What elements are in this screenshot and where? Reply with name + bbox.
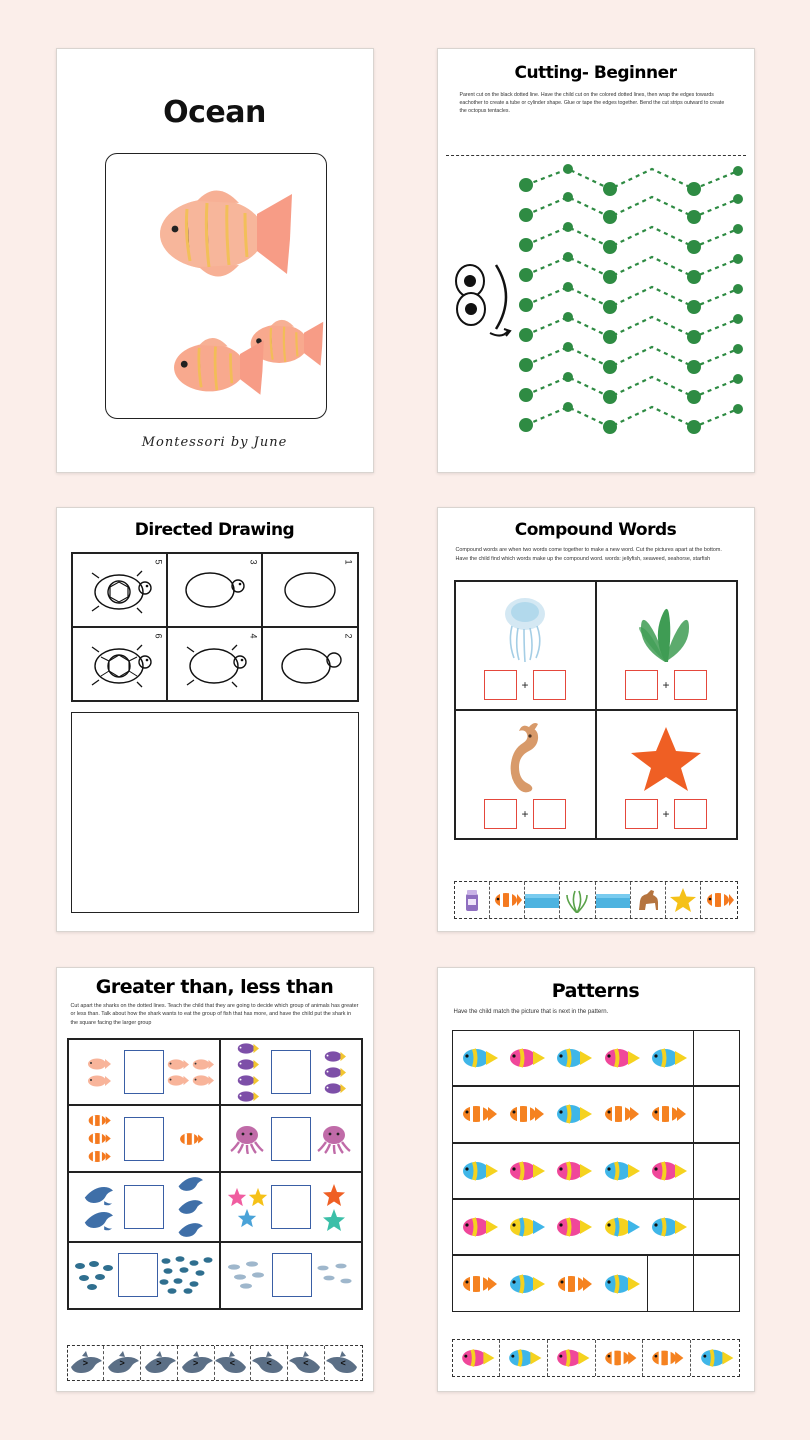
page-title: Ocean	[163, 95, 266, 131]
cover-illustration	[57, 49, 373, 472]
parent-cut-line	[446, 155, 746, 156]
sheet-cell-ocean	[28, 36, 401, 485]
cutting-practice-area	[438, 161, 754, 466]
shark-cut-strip	[67, 1345, 363, 1381]
comparison-grid	[67, 1038, 363, 1310]
worksheet-cutting-beginner[interactable]	[437, 48, 755, 473]
step-number: 1	[343, 559, 354, 565]
answer-slot[interactable]	[648, 1256, 694, 1310]
compound-cell-seaweed	[596, 581, 737, 710]
group-right	[311, 1183, 358, 1232]
shark-card-greater[interactable]	[178, 1346, 215, 1380]
strip-item-clownfish[interactable]	[596, 1340, 644, 1376]
pattern-row	[452, 1143, 740, 1199]
group-left	[224, 1124, 271, 1154]
pattern-row	[452, 1255, 740, 1311]
group-right	[164, 1057, 216, 1088]
strip-item-pink-fish[interactable]	[453, 1340, 501, 1376]
plus-symbol: +	[662, 806, 670, 821]
strip-item-clownfish[interactable]	[490, 882, 525, 918]
author-signature: Montessori by June	[141, 435, 288, 451]
pattern-sequence	[453, 1045, 693, 1071]
answer-box[interactable]	[271, 1117, 311, 1161]
comparison-symbol: >	[192, 1357, 199, 1368]
strip-item-blue-fish[interactable]	[500, 1340, 548, 1376]
starfish-image	[629, 721, 703, 793]
answer-box[interactable]	[484, 670, 517, 700]
sheet-cell-directed-drawing	[28, 495, 401, 944]
comparison-symbol: <	[303, 1357, 309, 1368]
compound-cell-seahorse	[455, 710, 596, 839]
answer-boxes	[484, 670, 565, 700]
answer-box[interactable]	[533, 670, 566, 700]
strip-item-horse[interactable]	[631, 882, 666, 918]
shark-card-greater[interactable]	[68, 1346, 105, 1380]
strip-item-yellow-star[interactable]	[666, 882, 701, 918]
plus-symbol: +	[521, 806, 529, 821]
group-right	[311, 1049, 358, 1096]
group-left	[72, 1056, 124, 1089]
compound-cell-jellyfish	[455, 581, 596, 710]
page-title: Cutting- Beginner	[514, 63, 677, 84]
comparison-cell	[68, 1105, 220, 1172]
answer-slot[interactable]	[694, 1256, 739, 1310]
shark-card-less[interactable]	[325, 1346, 362, 1380]
answer-slot[interactable]	[693, 1031, 739, 1085]
pattern-sequence	[453, 1271, 647, 1297]
comparison-cell	[220, 1242, 362, 1309]
strip-item-jelly-jar[interactable]	[455, 882, 490, 918]
comparison-cell	[220, 1039, 362, 1106]
jellyfish-image	[490, 592, 560, 664]
comparison-cell	[68, 1039, 220, 1106]
worksheet-greater-less-than[interactable]	[56, 967, 374, 1392]
answer-box[interactable]	[118, 1253, 158, 1297]
sheet-cell-cutting	[409, 36, 782, 485]
strip-item-sea-water[interactable]	[596, 882, 631, 918]
instructions-text: Parent cut on the black dotted line. Have the child cut on the colored dotted lines, then wrap the edges towards eachother to create a tube or cylinder shape. Glue or tape the edges together. Bend the cut strips outward to create the octopus tentacles.	[459, 92, 725, 115]
answer-box[interactable]	[674, 670, 707, 700]
worksheet-directed-drawing[interactable]	[56, 507, 374, 932]
answer-box[interactable]	[124, 1117, 164, 1161]
answer-box[interactable]	[271, 1050, 311, 1094]
seaweed-image	[631, 592, 701, 664]
instructions-text: Compound words are when two words come together to make a new word. Cut the pictures apart at the bottom. Have the child find which words make up the compound word. words: jellyfish, seaweed, seahorse, starfish	[455, 547, 722, 563]
answer-box[interactable]	[533, 799, 566, 829]
pattern-row	[452, 1030, 740, 1086]
group-left	[224, 1041, 271, 1104]
step-number: 2	[343, 633, 354, 639]
comparison-symbol: <	[266, 1357, 272, 1368]
group-left	[72, 1183, 124, 1232]
answer-slot-pair[interactable]	[647, 1256, 739, 1310]
group-left	[224, 1259, 272, 1291]
worksheet-ocean-cover[interactable]	[56, 48, 374, 473]
cut-apart-strip	[454, 881, 738, 919]
sheet-cell-compound-words	[409, 495, 782, 944]
compound-word-grid	[454, 580, 738, 840]
group-left	[72, 1112, 124, 1165]
answer-boxes	[484, 799, 565, 829]
shark-card-less[interactable]	[215, 1346, 252, 1380]
sheet-cell-patterns	[409, 955, 782, 1404]
step-number: 6	[153, 633, 164, 639]
step-box	[72, 553, 167, 627]
shark-card-less[interactable]	[251, 1346, 288, 1380]
seahorse-image	[499, 721, 551, 793]
page-title: Patterns	[551, 979, 640, 1002]
shark-card-less[interactable]	[288, 1346, 325, 1380]
comparison-symbol: >	[119, 1357, 125, 1368]
shark-card-greater[interactable]	[104, 1346, 141, 1380]
comparison-cell	[220, 1105, 362, 1172]
answer-box[interactable]	[484, 799, 517, 829]
group-right	[158, 1255, 216, 1295]
comparison-symbol: <	[229, 1357, 236, 1368]
shark-card-greater[interactable]	[141, 1346, 178, 1380]
comparison-symbol: <	[340, 1357, 346, 1368]
group-left	[224, 1187, 271, 1228]
answer-box[interactable]	[625, 670, 658, 700]
step-box	[167, 627, 262, 701]
step-box	[72, 627, 167, 701]
octopus-face	[456, 265, 510, 336]
comparison-symbol: >	[82, 1357, 89, 1368]
group-left	[72, 1258, 118, 1292]
instructions-text: Cut apart the sharks on the dotted lines. Teach the child that they are going to decide which group of animals has greater or less than. Talk about how the shark wants to eat the group of fish that has more, and have the child put the shark in the square facing the larger group	[70, 1002, 359, 1027]
answer-boxes	[625, 799, 706, 829]
sheet-cell-greater-less	[28, 955, 401, 1404]
worksheet-compound-words[interactable]	[437, 507, 755, 932]
answer-box[interactable]	[272, 1253, 312, 1297]
strip-item-clownfish[interactable]	[643, 1340, 691, 1376]
answer-box[interactable]	[124, 1050, 164, 1094]
strip-item-pink-fish[interactable]	[548, 1340, 596, 1376]
step-grid	[71, 552, 359, 702]
comparison-cell	[68, 1242, 220, 1309]
answer-box[interactable]	[674, 799, 707, 829]
plus-symbol: +	[521, 677, 529, 692]
pattern-grid	[452, 1030, 740, 1312]
comparison-cell	[220, 1172, 362, 1242]
pattern-sequence	[453, 1214, 693, 1240]
comparison-symbol: >	[156, 1357, 162, 1368]
instructions-text: Have the child match the picture that is next in the pattern.	[453, 1008, 609, 1015]
step-number: 4	[248, 633, 259, 639]
answer-boxes	[625, 670, 706, 700]
step-number: 3	[248, 559, 259, 565]
answer-slot[interactable]	[693, 1144, 739, 1198]
step-box	[262, 627, 357, 701]
answer-box[interactable]	[124, 1185, 164, 1229]
group-right	[164, 1130, 216, 1148]
drawing-practice-box[interactable]	[71, 712, 359, 913]
strip-item-sea-water[interactable]	[525, 882, 560, 918]
page-title: Compound Words	[514, 520, 677, 541]
answer-box[interactable]	[625, 799, 658, 829]
strip-item-grass-weed[interactable]	[560, 882, 595, 918]
step-box	[167, 553, 262, 627]
answer-box[interactable]	[271, 1185, 311, 1229]
answer-slot[interactable]	[693, 1200, 739, 1254]
plus-symbol: +	[662, 677, 670, 692]
page-title: Greater than, less than	[95, 975, 334, 998]
group-right	[164, 1173, 216, 1241]
step-box	[262, 553, 357, 627]
page-title: Directed Drawing	[134, 520, 295, 541]
step-number: 5	[153, 559, 164, 565]
answer-slot[interactable]	[693, 1087, 739, 1141]
pattern-sequence	[453, 1101, 693, 1127]
group-right	[311, 1124, 358, 1154]
pattern-sequence	[453, 1158, 693, 1184]
pattern-row	[452, 1199, 740, 1255]
compound-cell-starfish	[596, 710, 737, 839]
group-right	[312, 1261, 358, 1289]
strip-item-blue-fish[interactable]	[691, 1340, 739, 1376]
worksheet-patterns[interactable]	[437, 967, 755, 1392]
cut-apart-strip	[452, 1339, 740, 1377]
strip-item-clownfish[interactable]	[701, 882, 736, 918]
pattern-row	[452, 1086, 740, 1142]
comparison-cell	[68, 1172, 220, 1242]
